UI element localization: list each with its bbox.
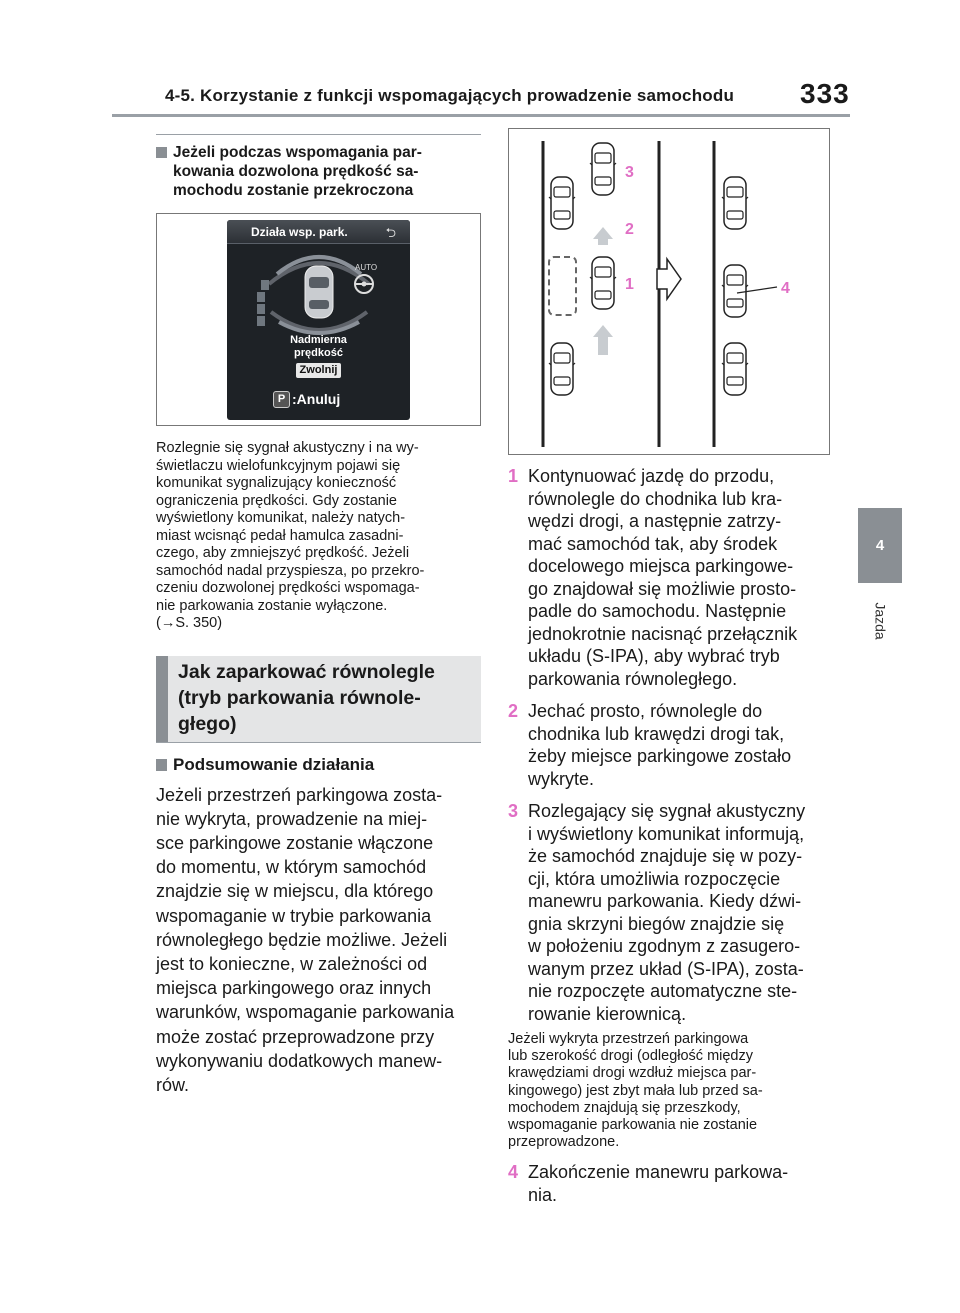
diagram-label-1: 1 [625,276,634,293]
square-bullet-icon [156,759,167,771]
step-line: Rozlegający się sygnał akustyczny [528,801,806,821]
note-line: ograniczenia prędkości. Gdy zostanie [156,492,397,509]
body-line: jest to konieczne, w zależności od [156,953,428,974]
body-line: warunków, wspomaganie parkowania [156,1002,455,1023]
step-line: w położeniu zgodnym z zasugero- [528,936,801,956]
speed-exceeded-heading-text [173,143,422,200]
square-bullet-icon [156,147,167,158]
body-line: sce parkingowe zostanie włączone [156,832,434,853]
note-line: samochód nadal przyspiesza, po przekro- [156,562,425,579]
body-line: równoległego będzie możliwe. Jeżeli [156,929,448,950]
note-line: lub szerokość drogi (odległość między [508,1048,753,1065]
car-position-3-icon [590,143,616,195]
note-line: czego, aby zmniejszyć prędkość. Jeżeli [156,545,410,561]
note-line: wyświetlony komunikat, należy natych- [156,510,406,526]
display-title-bar [227,220,410,244]
chapter-tab [858,508,902,583]
step-1 [508,465,830,690]
parked-car-final-icon [722,265,748,317]
cancel-label: :Anuluj [292,391,341,407]
step-line: układu (S-IPA), aby wybrać tryb [528,646,780,666]
section-title-line: Jak zaparkować równolegle [178,660,435,683]
step-line: mać samochód tak, aby środek [528,533,778,554]
section-title-line: głego) [178,712,237,735]
page-reference[interactable]: (→S. 350) [156,615,223,631]
step-line: równolegle do chodnika lub kra- [528,488,783,509]
summary-heading [156,755,481,775]
body-line: wspomaganie w trybie parkowania [156,905,432,926]
step-line: że samochód znajduje się w pozy- [528,846,803,866]
body-line: Jeżeli przestrzeń parkingowa zosta- [156,784,443,805]
step-line: go znajdował się możliwie prosto- [528,578,797,599]
display-illustration-frame [156,213,481,426]
note-line: krawędziami drogi wzdłuż miejsca par- [508,1065,757,1082]
body-line: do momentu, w którym samochód [156,857,427,878]
chapter-tab-label [866,596,896,646]
step-number: 4 [508,1162,519,1183]
step-line: parkowania równoległego. [528,668,738,689]
note-line: mochodem znajdują się przeszkody, [508,1099,741,1116]
step-line: padle do samochodu. Następnie [528,601,787,621]
step-line: wędzi drogi, a następnie zatrzy- [528,511,782,531]
step-text [528,1161,788,1206]
note-line: kingowego) jest zbyt mała lub przed sa- [508,1082,763,1099]
car-top-view-icon [305,266,333,318]
step-line: cji, która umożliwia rozpoczęcie [528,868,781,889]
body-line: rów. [156,1074,190,1095]
multi-info-display [227,220,410,420]
chapter-number: 4 [875,537,885,554]
step-4 [508,1161,830,1206]
step-text [528,700,791,790]
speed-exceeded-heading [156,143,481,200]
step-number: 1 [508,466,519,486]
step-line: nia. [528,1184,558,1205]
step-line: docelowego miejsca parkingowe- [528,556,794,576]
summary-heading-text: Podsumowanie działania [173,754,375,774]
step-3-note [508,1031,830,1151]
note-line: świetlaczu wielofunkcyjnym pojawi się [156,457,401,474]
subheading-block [156,134,481,200]
diagram-label-2: 2 [625,221,634,238]
note-line: nie parkowania zostanie wyłączone. [156,597,388,614]
auto-label: AUTO [355,262,378,272]
step-line: nie rozpoczęte automatyczne ste- [528,981,798,1001]
parked-car-icon [722,177,748,229]
running-header-title: 4-5. Korzystanie z funkcji wspomagających prowadzenie samochodu [165,86,735,105]
summary-paragraph [156,783,481,1098]
chapter-label-text: Jazda [873,602,890,640]
step-line: rowanie kierownicą. [528,1003,687,1024]
note-line: komunikat sygnalizujący konieczność [156,475,397,491]
parking-space-outline [549,257,576,315]
parallel-parking-diagram [508,128,830,455]
heading-line: mochodu zostanie przekroczona [173,182,414,199]
body-line: może zostać przeprowadzone przy [156,1026,435,1047]
display-title: Działa wsp. park. [251,224,348,239]
note-line: przeprowadzone. [508,1134,620,1151]
body-line: miejsca parkingowego oraz innych [156,978,432,999]
parking-diagram-svg [509,129,829,454]
step-line: gnia skrzyni biegów znajdzie się [528,913,785,934]
step-line: Kontynuować jazdę do przodu, [528,466,775,486]
step-line: wykryte. [528,768,595,789]
page-number: 333 [800,78,850,109]
step-number: 3 [508,801,519,821]
note-line: czeniu dozwolonej prędkości wspomaga- [156,580,420,596]
step-text [528,465,797,690]
step-line: Zakończenie manewru parkowa- [528,1162,789,1183]
header-rule [112,114,850,117]
body-line: nie wykryta, prowadzenie na miej- [156,808,428,829]
transition-arrow-icon [657,259,681,299]
message-line: Nadmierna [290,333,347,346]
heading-line: Jeżeli podczas wspomagania par- [173,144,422,161]
back-arrow-icon: ⮌ [385,224,396,240]
section-rule [156,742,481,743]
forward-arrow-icon [593,325,613,355]
parking-sensor-graphic [227,244,410,336]
cancel-option[interactable] [273,391,340,408]
slow-down-button[interactable]: Zwolnij [296,363,342,378]
left-column [156,134,481,1097]
step-2 [508,700,830,790]
diagram-label-3: 3 [625,164,634,181]
parked-car-icon [549,177,575,229]
section-title-line: (tryb parkowania równole- [178,686,421,709]
parked-car-icon [549,343,575,395]
diagram-label-4: 4 [781,280,790,297]
step-line: żeby miejsce parkingowe zostało [528,746,792,766]
step-number: 2 [508,701,519,721]
step-line: i wyświetlony komunikat informują, [528,823,805,844]
step-line: wanym przez układ (S-IPA), zosta- [528,958,804,979]
note-line: Rozlegnie się sygnał akustyczny i na wy- [156,440,419,456]
forward-arrow-icon [593,227,613,245]
body-line: wykonywaniu dodatkowych manew- [156,1050,443,1071]
parking-p-icon: P [273,391,290,408]
right-column [508,128,830,1206]
steering-wheel-icon [355,263,377,293]
step-line: jednokrotnie nacisnąć przełącznik [528,623,798,644]
overspeed-note [156,440,481,633]
step-3 [508,800,830,1025]
step-text [528,800,805,1025]
overspeed-message [227,334,410,378]
message-line: prędkość [294,346,343,359]
parked-car-icon [722,343,748,395]
step-line: Jechać prosto, równolegle do [528,701,763,721]
step-line: manewru parkowania. Kiedy dźwi- [528,891,802,911]
body-line: znajdzie się w miejscu, dla którego [156,881,434,902]
note-line: wspomaganie parkowania nie zostanie [508,1117,758,1134]
note-line: miast wcisnąć pedał hamulca zasadni- [156,527,404,544]
car-position-1-icon [590,257,616,309]
section-title-box [156,656,481,742]
heading-line: kowania dozwolona prędkość sa- [173,163,419,180]
step-line: chodnika lub krawędzi drogi tak, [528,723,785,744]
note-line: Jeżeli wykryta przestrzeń parkingowa [508,1031,749,1047]
